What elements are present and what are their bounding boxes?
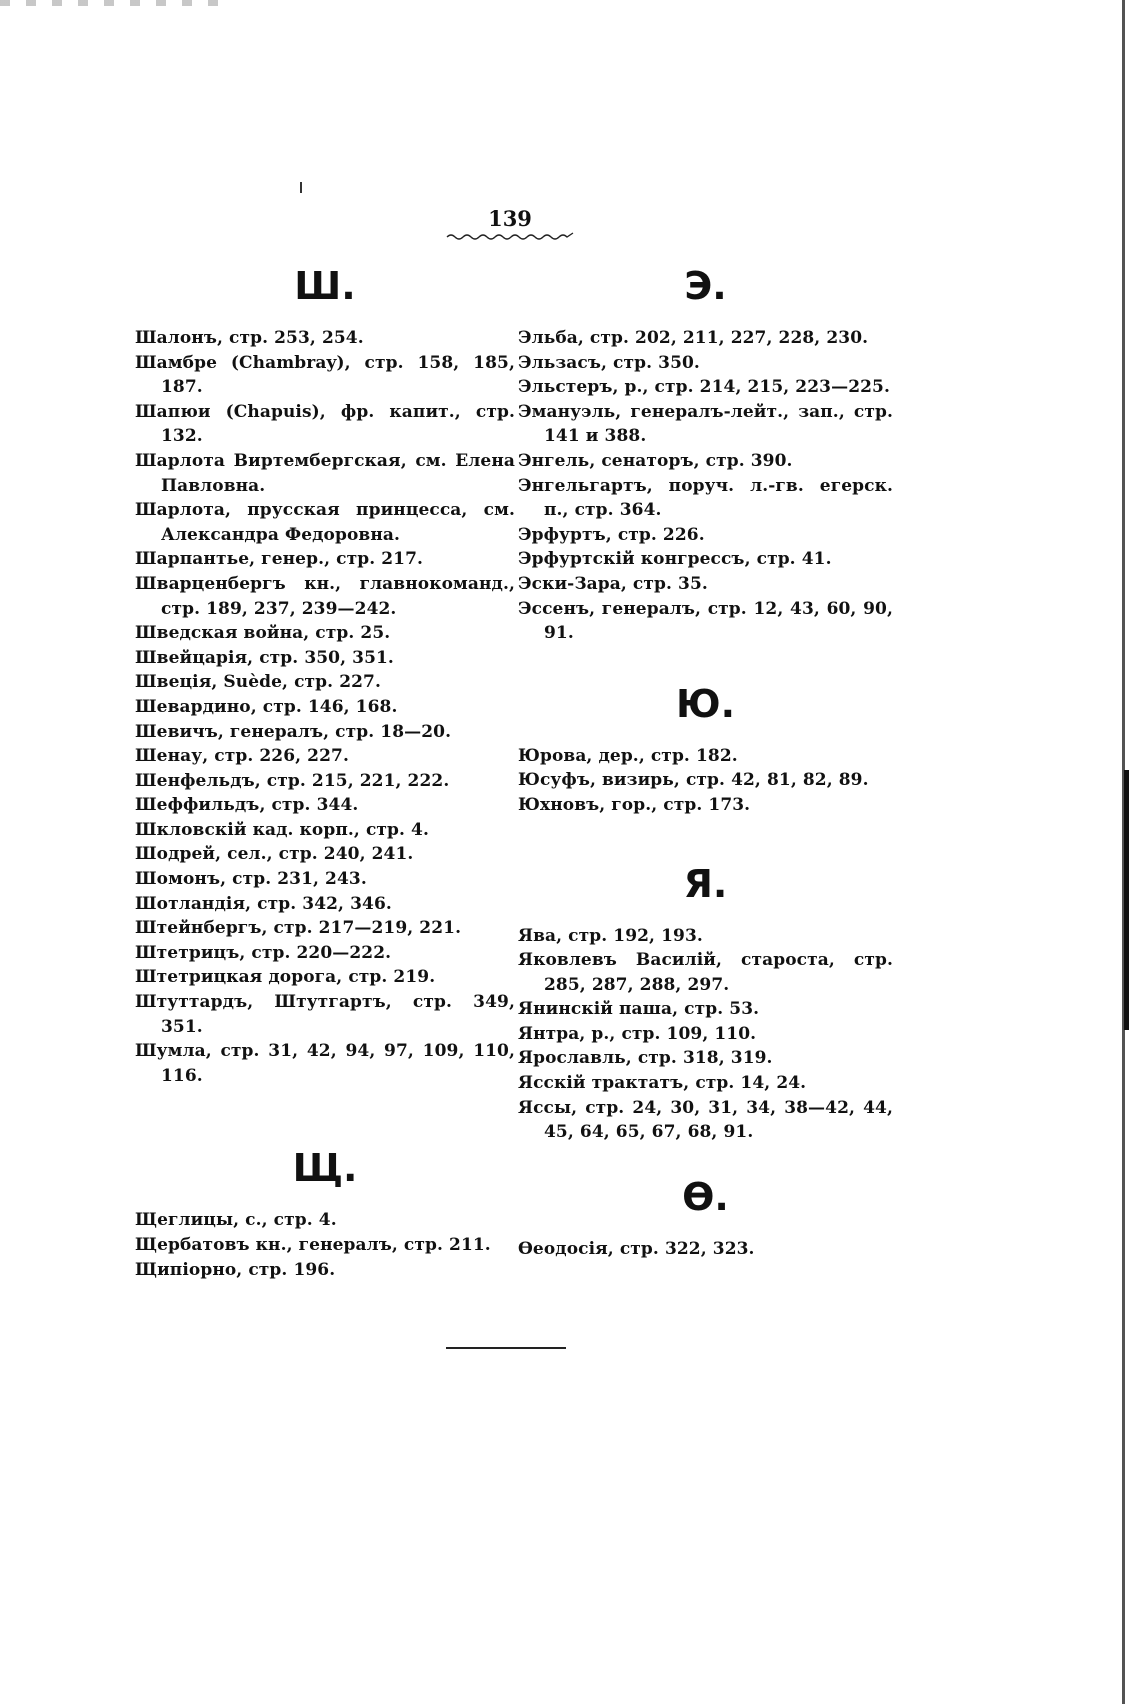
index-entry: Шеффильдъ, стр. 344.	[135, 795, 359, 816]
index-entry: Яковлевъ Василій, староста, стр. 285, 287, 288, 297.	[518, 950, 893, 995]
section-letter-yu: Ю.	[675, 681, 736, 726]
index-entry: Шенфельдъ, стр. 215, 221, 222.	[135, 770, 450, 791]
index-entry: Энгельгартъ, поруч. л.-гв. егерск. п., стр. 364.	[518, 475, 893, 521]
index-entry: Шварценбергъ кн., главнокоманд., стр. 189, 237, 239—242.	[135, 573, 515, 619]
index-entry: Шумла, стр. 31, 42, 94, 97, 109, 110, 116.	[135, 1041, 515, 1086]
index-entry: Штуттардъ, Штутгартъ, стр. 349, 351.	[135, 992, 515, 1037]
index-entry: Шапюи (Chapuis), фр. капит., стр. 132.	[135, 401, 515, 447]
stray-ink-mark	[300, 182, 302, 193]
index-entry: Юсуфъ, визирь, стр. 42, 81, 82, 89.	[518, 770, 869, 791]
index-entry: Эльзасъ, стр. 350.	[518, 352, 700, 373]
index-entry: Штетрицъ, стр. 220—222.	[135, 942, 392, 963]
index-entry: Ява, стр. 192, 193.	[518, 925, 703, 946]
index-entry: Эмануэль, генералъ-лейт., зап., стр. 141 и 388.	[518, 401, 893, 447]
index-entry: Шевардино, стр. 146, 168.	[135, 696, 398, 717]
section-letter-shcha: Щ.	[292, 1146, 358, 1191]
index-entry: Юхновъ, гор., стр. 173.	[518, 794, 751, 815]
index-entry: Ѳеодосія, стр. 322, 323.	[518, 1238, 755, 1259]
index-entry: Эльстеръ, р., стр. 214, 215, 223—225.	[518, 377, 890, 398]
index-entry: Шарлота Виртембергская, см. Елена Павловна.	[135, 450, 515, 496]
section-spacer	[518, 646, 893, 680]
index-column-right	[518, 262, 893, 1261]
section-letter-sha: Ш.	[294, 264, 356, 308]
index-entry: Эрфуртъ, стр. 226.	[518, 524, 705, 545]
index-entry: Энгель, сенаторъ, стр. 390.	[518, 450, 793, 471]
section-spacer	[518, 818, 893, 860]
section-letter-e: Э.	[684, 264, 727, 308]
section-entries-sha	[135, 326, 515, 1088]
section-spacer	[518, 1145, 893, 1173]
section-spacer	[135, 1088, 515, 1144]
section-letter-fita: Ѳ.	[682, 1174, 729, 1219]
section-entries-yu	[518, 744, 893, 818]
index-entry: Шкловскій кад. корп., стр. 4.	[135, 819, 429, 840]
index-entry: Ярославль, стр. 318, 319.	[518, 1048, 773, 1069]
index-entry: Ясскій трактатъ, стр. 14, 24.	[518, 1073, 807, 1094]
index-entry: Эски-Зара, стр. 35.	[518, 573, 708, 594]
section-letter-ya: Я.	[683, 861, 728, 906]
index-column-left	[135, 262, 515, 1282]
wavy-ornament	[445, 228, 575, 242]
page-number: 139	[488, 206, 532, 231]
closing-rule	[446, 1347, 566, 1349]
index-entry: Эссенъ, генералъ, стр. 12, 43, 60, 90, 91.	[518, 598, 893, 644]
index-entry: Штейнбергъ, стр. 217—219, 221.	[135, 918, 462, 939]
index-entry: Янтра, р., стр. 109, 110.	[518, 1023, 757, 1044]
index-entry: Эрфуртскій конгрессъ, стр. 41.	[518, 549, 832, 570]
index-entry: Шодрей, сел., стр. 240, 241.	[135, 844, 414, 865]
index-entry: Швеція, Suède, стр. 227.	[135, 672, 382, 693]
section-entries-ya	[518, 924, 893, 1145]
index-entry: Шалонъ, стр. 253, 254.	[135, 328, 364, 348]
page-edge-mark	[1124, 770, 1129, 1030]
index-entry: Шведская война, стр. 25.	[135, 623, 391, 644]
index-entry: Янинскій паша, стр. 53.	[518, 999, 760, 1020]
index-entry: Щеглицы, с., стр. 4.	[135, 1210, 337, 1231]
index-entry: Эльба, стр. 202, 211, 227, 228, 230.	[518, 328, 869, 348]
index-entry: Шенау, стр. 226, 227.	[135, 746, 349, 767]
index-entry: Юрова, дер., стр. 182.	[518, 745, 738, 766]
index-entry: Штетрицкая дорога, стр. 219.	[135, 967, 436, 988]
index-entry: Шомонъ, стр. 231, 243.	[135, 869, 367, 890]
section-entries-shcha	[135, 1208, 515, 1282]
index-entry: Шевичъ, генералъ, стр. 18—20.	[135, 721, 452, 742]
index-entry: Швейцарія, стр. 350, 351.	[135, 647, 394, 668]
index-entry: Шарлота, прусская принцесса, см. Александра Федоровна.	[135, 500, 515, 545]
index-entry: Шотландія, стр. 342, 346.	[135, 893, 392, 914]
index-entry: Шамбре (Chambray), стр. 158, 185, 187.	[135, 352, 515, 398]
index-entry: Яссы, стр. 24, 30, 31, 34, 38—42, 44, 45, 64, 65, 67, 68, 91.	[518, 1097, 893, 1143]
section-entries-fita	[518, 1237, 893, 1262]
index-entry: Шарпантье, генер., стр. 217.	[135, 549, 424, 570]
section-entries-e	[518, 326, 893, 646]
scan-artifact-top	[0, 0, 230, 6]
index-entry: Щербатовъ кн., генералъ, стр. 211.	[135, 1235, 491, 1255]
index-entry: Щипіорно, стр. 196.	[135, 1259, 336, 1280]
